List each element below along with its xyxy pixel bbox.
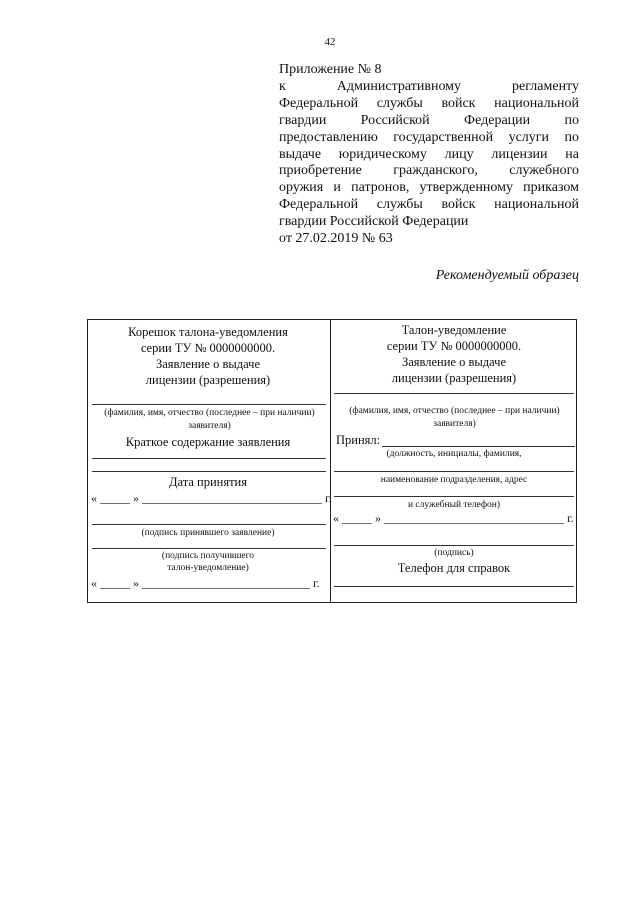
ticket-date-line: « _____ » ______________________________ г. (333, 511, 574, 525)
stub-heading-line: Корешок талона-уведомления (128, 325, 288, 339)
appendix-line: выдаче юридическому лицу лицензии на (279, 146, 579, 162)
phone-line (334, 496, 574, 497)
appendix-line: Федеральной службы войск национальной (279, 95, 579, 111)
receiver-signature-line (92, 524, 326, 525)
recipient-signature-caption: (подпись получившего (161, 551, 255, 561)
ticket-name-caption: заявителя) (433, 419, 476, 429)
department-caption: наименование подразделения, адрес (380, 475, 528, 485)
stub-heading-line: Заявление о выдаче (155, 357, 261, 371)
reference-phone-label: Телефон для справок (397, 561, 511, 575)
stub-heading-line: серии ТУ № 0000000000. (140, 341, 276, 355)
department-line (334, 471, 574, 472)
appendix-line: к Административному регламенту (279, 78, 579, 94)
ticket-signature-line (334, 545, 574, 546)
ticket-heading-line: серии ТУ № 0000000000. (386, 339, 522, 353)
applicant-name-line (92, 404, 326, 405)
stub-date-line-2: « _____ » ____________________________ г. (91, 576, 320, 590)
recommended-sample-label: Рекомендуемый образец (435, 268, 579, 283)
appendix-line: гвардии Российской Федерации (279, 214, 469, 230)
summary-line (92, 458, 326, 459)
summary-label: Краткое содержание заявления (125, 435, 291, 449)
appendix-line: Федеральной службы войск национальной (279, 197, 579, 213)
ticket-name-caption: (фамилия, имя, отчество (последнее – при наличии) (349, 406, 560, 416)
recipient-signature-line (92, 548, 326, 549)
appendix-line: приобретение гражданского, служебного (279, 163, 579, 179)
appendix-line: гвардии Российской Федерации по (279, 112, 579, 128)
ticket-applicant-line (334, 393, 574, 394)
receiver-signature-caption: (подпись принявшего заявление) (141, 528, 275, 538)
date-accepted-label: Дата принятия (168, 475, 247, 489)
appendix-line: оружия и патронов, утвержденному приказом (279, 180, 579, 196)
form-divider (330, 319, 331, 603)
reference-phone-line (334, 586, 574, 587)
recipient-signature-caption: талон-уведомление) (167, 563, 249, 573)
accepted-by-label: Принял: (336, 433, 381, 447)
ticket-heading-line: Талон-уведомление (401, 323, 507, 337)
stub-name-caption: (фамилия, имя, отчество (последнее – при наличии) (104, 408, 315, 418)
appendix-line: предоставлению государственной услуги по (279, 129, 579, 145)
stub-heading-line: лицензии (разрешения) (145, 373, 271, 387)
page-number: 42 (324, 36, 336, 48)
appendix-header (279, 62, 579, 248)
summary-line (92, 471, 326, 472)
ticket-signature-caption: (подпись) (434, 548, 474, 558)
ticket-heading-line: лицензии (разрешения) (391, 371, 517, 385)
stub-date-line: « _____ » ______________________________ г. (91, 491, 332, 505)
appendix-date: от 27.02.2019 № 63 (279, 231, 393, 247)
appendix-title: Приложение № 8 (279, 62, 382, 77)
phone-caption: и служебный телефон) (407, 500, 501, 510)
accepted-by-line (382, 446, 575, 447)
position-caption: (должность, инициалы, фамилия, (386, 449, 522, 459)
stub-name-caption: заявителя) (188, 421, 231, 431)
ticket-heading-line: Заявление о выдаче (401, 355, 507, 369)
